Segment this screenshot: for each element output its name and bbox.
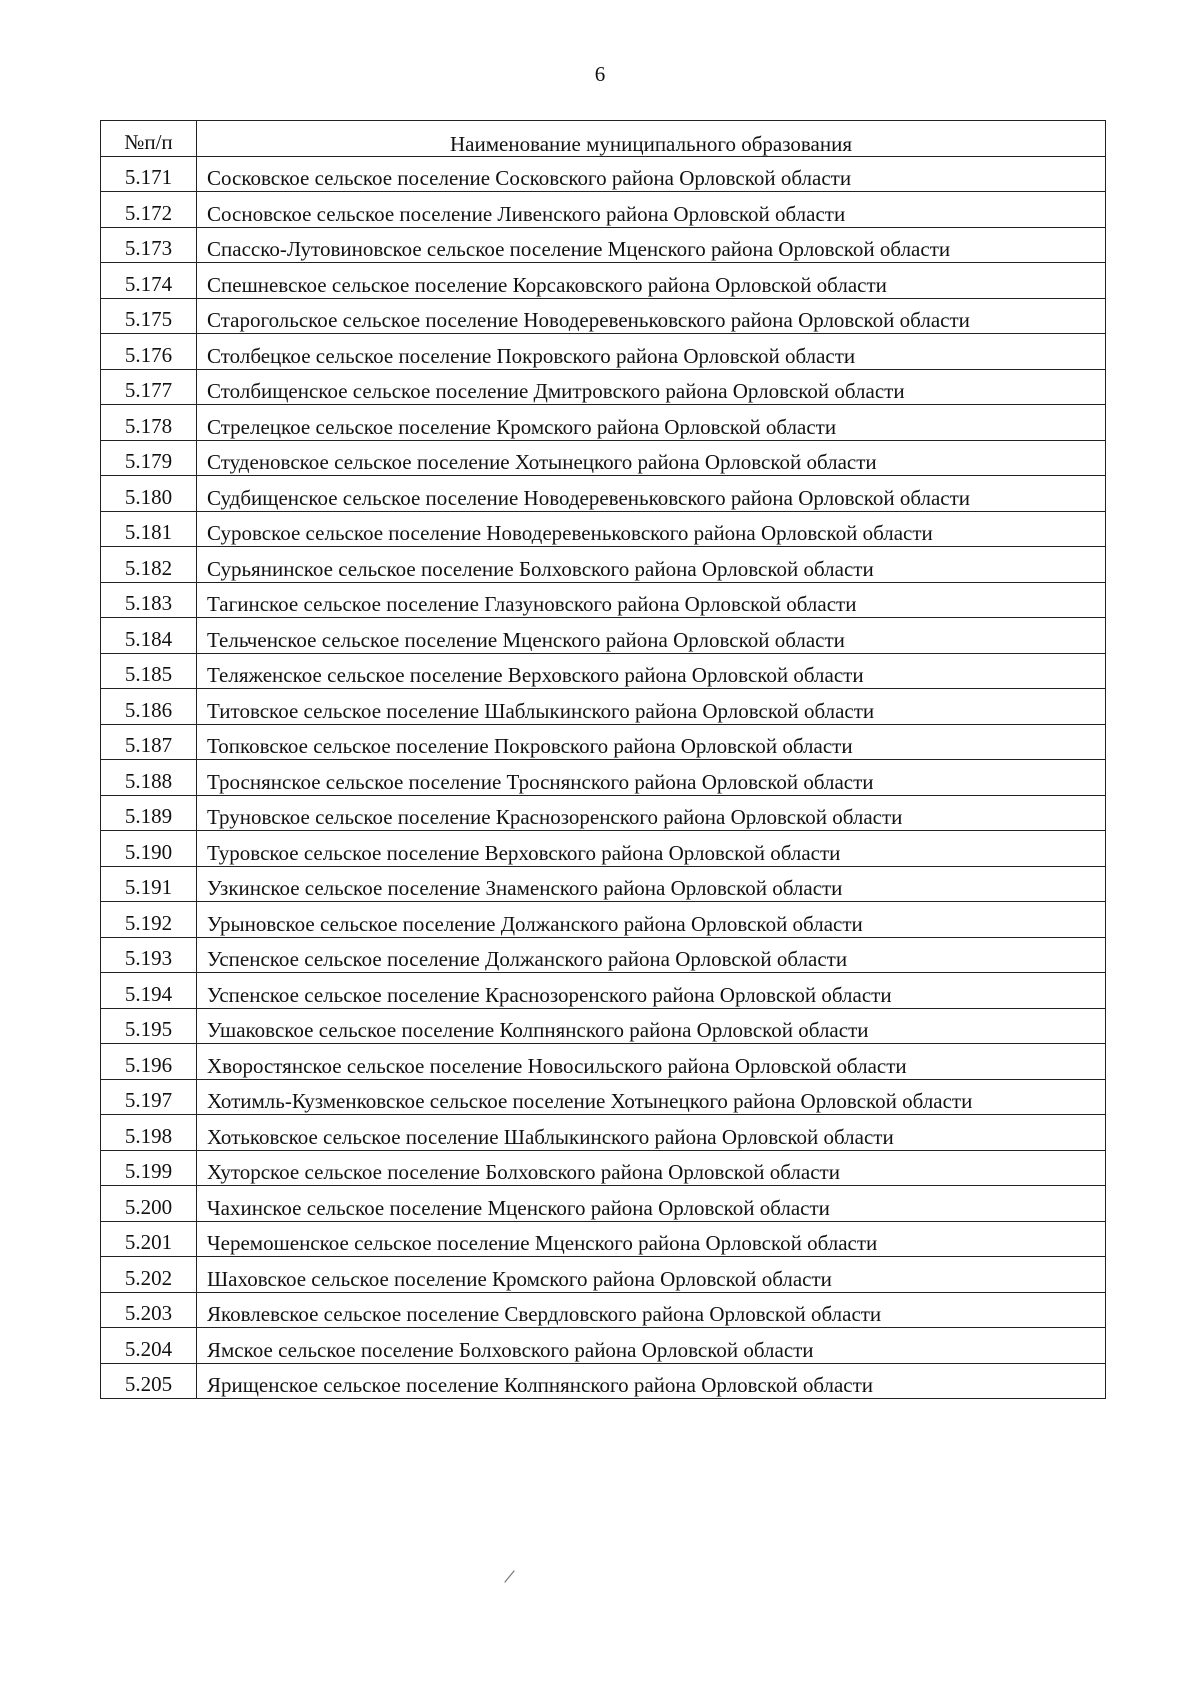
row-number-cell: 5.195: [101, 1008, 197, 1044]
table-row: [101, 689, 1106, 725]
row-number-cell: 5.196: [101, 1044, 197, 1080]
table-row: [101, 334, 1106, 370]
municipality-name-cell: Урыновское сельское поселение Должанского района Орловской области: [197, 902, 1106, 938]
municipality-name-cell: Ямское сельское поселение Болховского района Орловской области: [197, 1328, 1106, 1364]
row-number-cell: 5.180: [101, 476, 197, 512]
municipality-name-cell: Топковское сельское поселение Покровского района Орловской области: [197, 724, 1106, 760]
row-number-cell: 5.193: [101, 937, 197, 973]
table-row: [101, 298, 1106, 334]
row-number-cell: 5.187: [101, 724, 197, 760]
row-number-cell: 5.188: [101, 760, 197, 796]
row-number-cell: 5.184: [101, 618, 197, 654]
table-row: [101, 1363, 1106, 1399]
pen-mark-icon: [502, 1568, 518, 1584]
row-number-cell: 5.174: [101, 263, 197, 299]
row-number-cell: 5.194: [101, 973, 197, 1009]
table-row: [101, 1292, 1106, 1328]
table-row: [101, 369, 1106, 405]
municipality-name-cell: Яковлевское сельское поселение Свердловского района Орловской области: [197, 1292, 1106, 1328]
municipality-name-cell: Тельченское сельское поселение Мценского района Орловской области: [197, 618, 1106, 654]
municipality-name-cell: Хотимль-Кузменковское сельское поселение Хотынецкого района Орловской области: [197, 1079, 1106, 1115]
municipality-name-cell: Троснянское сельское поселение Троснянского района Орловской области: [197, 760, 1106, 796]
municipality-name-cell: Спешневское сельское поселение Корсаковского района Орловской области: [197, 263, 1106, 299]
row-number-cell: 5.183: [101, 582, 197, 618]
municipality-name-cell: Труновское сельское поселение Краснозоренского района Орловской области: [197, 795, 1106, 831]
municipality-name-cell: Хворостянское сельское поселение Новосильского района Орловской области: [197, 1044, 1106, 1080]
row-number-cell: 5.197: [101, 1079, 197, 1115]
table-row: [101, 831, 1106, 867]
table-body: [101, 156, 1106, 1399]
municipality-name-cell: Тагинское сельское поселение Глазуновского района Орловской области: [197, 582, 1106, 618]
table-row: [101, 618, 1106, 654]
municipality-name-cell: Титовское сельское поселение Шаблыкинского района Орловской области: [197, 689, 1106, 725]
row-number-cell: 5.178: [101, 405, 197, 441]
municipality-name-cell: Чахинское сельское поселение Мценского района Орловской области: [197, 1186, 1106, 1222]
municipality-name-cell: Узкинское сельское поселение Знаменского района Орловской области: [197, 866, 1106, 902]
table-row: [101, 1150, 1106, 1186]
row-number-cell: 5.173: [101, 227, 197, 263]
table-row: [101, 227, 1106, 263]
municipality-name-cell: Успенское сельское поселение Краснозоренского района Орловской области: [197, 973, 1106, 1009]
table-row: [101, 1328, 1106, 1364]
table-row: [101, 973, 1106, 1009]
municipalities-table: [100, 120, 1106, 1399]
row-number-cell: 5.177: [101, 369, 197, 405]
row-number-cell: 5.189: [101, 795, 197, 831]
table-row: [101, 795, 1106, 831]
row-number-cell: 5.186: [101, 689, 197, 725]
row-number-cell: 5.182: [101, 547, 197, 583]
table-row: [101, 192, 1106, 228]
row-number-cell: 5.171: [101, 156, 197, 192]
row-number-cell: 5.176: [101, 334, 197, 370]
column-header-name: Наименование муниципального образования: [197, 121, 1106, 157]
municipality-name-cell: Сосковское сельское поселение Сосковского района Орловской области: [197, 156, 1106, 192]
table-row: [101, 1186, 1106, 1222]
row-number-cell: 5.203: [101, 1292, 197, 1328]
municipality-name-cell: Хотьковское сельское поселение Шаблыкинского района Орловской области: [197, 1115, 1106, 1151]
table-row: [101, 476, 1106, 512]
municipality-name-cell: Студеновское сельское поселение Хотынецкого района Орловской области: [197, 440, 1106, 476]
table-row: [101, 866, 1106, 902]
table-row: [101, 1257, 1106, 1293]
row-number-cell: 5.204: [101, 1328, 197, 1364]
row-number-cell: 5.191: [101, 866, 197, 902]
table-row: [101, 1044, 1106, 1080]
municipality-name-cell: Черемошенское сельское поселение Мценского района Орловской области: [197, 1221, 1106, 1257]
column-header-number: №п/п: [101, 121, 197, 157]
table-row: [101, 1079, 1106, 1115]
table-row: [101, 263, 1106, 299]
table-row: [101, 1115, 1106, 1151]
row-number-cell: 5.200: [101, 1186, 197, 1222]
row-number-cell: 5.192: [101, 902, 197, 938]
row-number-cell: 5.201: [101, 1221, 197, 1257]
row-number-cell: 5.202: [101, 1257, 197, 1293]
row-number-cell: 5.190: [101, 831, 197, 867]
municipality-name-cell: Ярищенское сельское поселение Колпнянского района Орловской области: [197, 1363, 1106, 1399]
table-row: [101, 1008, 1106, 1044]
table-row: [101, 511, 1106, 547]
municipality-name-cell: Туровское сельское поселение Верховского района Орловской области: [197, 831, 1106, 867]
municipality-name-cell: Стрелецкое сельское поселение Кромского района Орловской области: [197, 405, 1106, 441]
row-number-cell: 5.185: [101, 653, 197, 689]
municipality-name-cell: Теляженское сельское поселение Верховского района Орловской области: [197, 653, 1106, 689]
row-number-cell: 5.175: [101, 298, 197, 334]
municipality-name-cell: Спасско-Лутовиновское сельское поселение Мценского района Орловской области: [197, 227, 1106, 263]
row-number-cell: 5.198: [101, 1115, 197, 1151]
page-number: 6: [594, 62, 606, 86]
municipality-name-cell: Суровское сельское поселение Новодеревеньковского района Орловской области: [197, 511, 1106, 547]
table-row: [101, 405, 1106, 441]
table-row: [101, 724, 1106, 760]
row-number-cell: 5.205: [101, 1363, 197, 1399]
table-row: [101, 440, 1106, 476]
table-row: [101, 156, 1106, 192]
municipality-name-cell: Старогольское сельское поселение Новодеревеньковского района Орловской области: [197, 298, 1106, 334]
row-number-cell: 5.181: [101, 511, 197, 547]
municipality-name-cell: Судбищенское сельское поселение Новодеревеньковского района Орловской области: [197, 476, 1106, 512]
table-row: [101, 582, 1106, 618]
table-row: [101, 760, 1106, 796]
table-row: [101, 937, 1106, 973]
row-number-cell: 5.172: [101, 192, 197, 228]
municipality-name-cell: Столбищенское сельское поселение Дмитровского района Орловской области: [197, 369, 1106, 405]
municipality-name-cell: Сурьянинское сельское поселение Болховского района Орловской области: [197, 547, 1106, 583]
municipality-name-cell: Столбецкое сельское поселение Покровского района Орловской области: [197, 334, 1106, 370]
table-header-row: [101, 121, 1106, 157]
row-number-cell: 5.199: [101, 1150, 197, 1186]
municipality-name-cell: Шаховское сельское поселение Кромского района Орловской области: [197, 1257, 1106, 1293]
table-row: [101, 1221, 1106, 1257]
municipality-name-cell: Успенское сельское поселение Должанского района Орловской области: [197, 937, 1106, 973]
table-row: [101, 902, 1106, 938]
table-row: [101, 547, 1106, 583]
municipality-name-cell: Хуторское сельское поселение Болховского района Орловской области: [197, 1150, 1106, 1186]
municipality-name-cell: Сосновское сельское поселение Ливенского района Орловской области: [197, 192, 1106, 228]
municipality-name-cell: Ушаковское сельское поселение Колпнянского района Орловской области: [197, 1008, 1106, 1044]
table-row: [101, 653, 1106, 689]
row-number-cell: 5.179: [101, 440, 197, 476]
